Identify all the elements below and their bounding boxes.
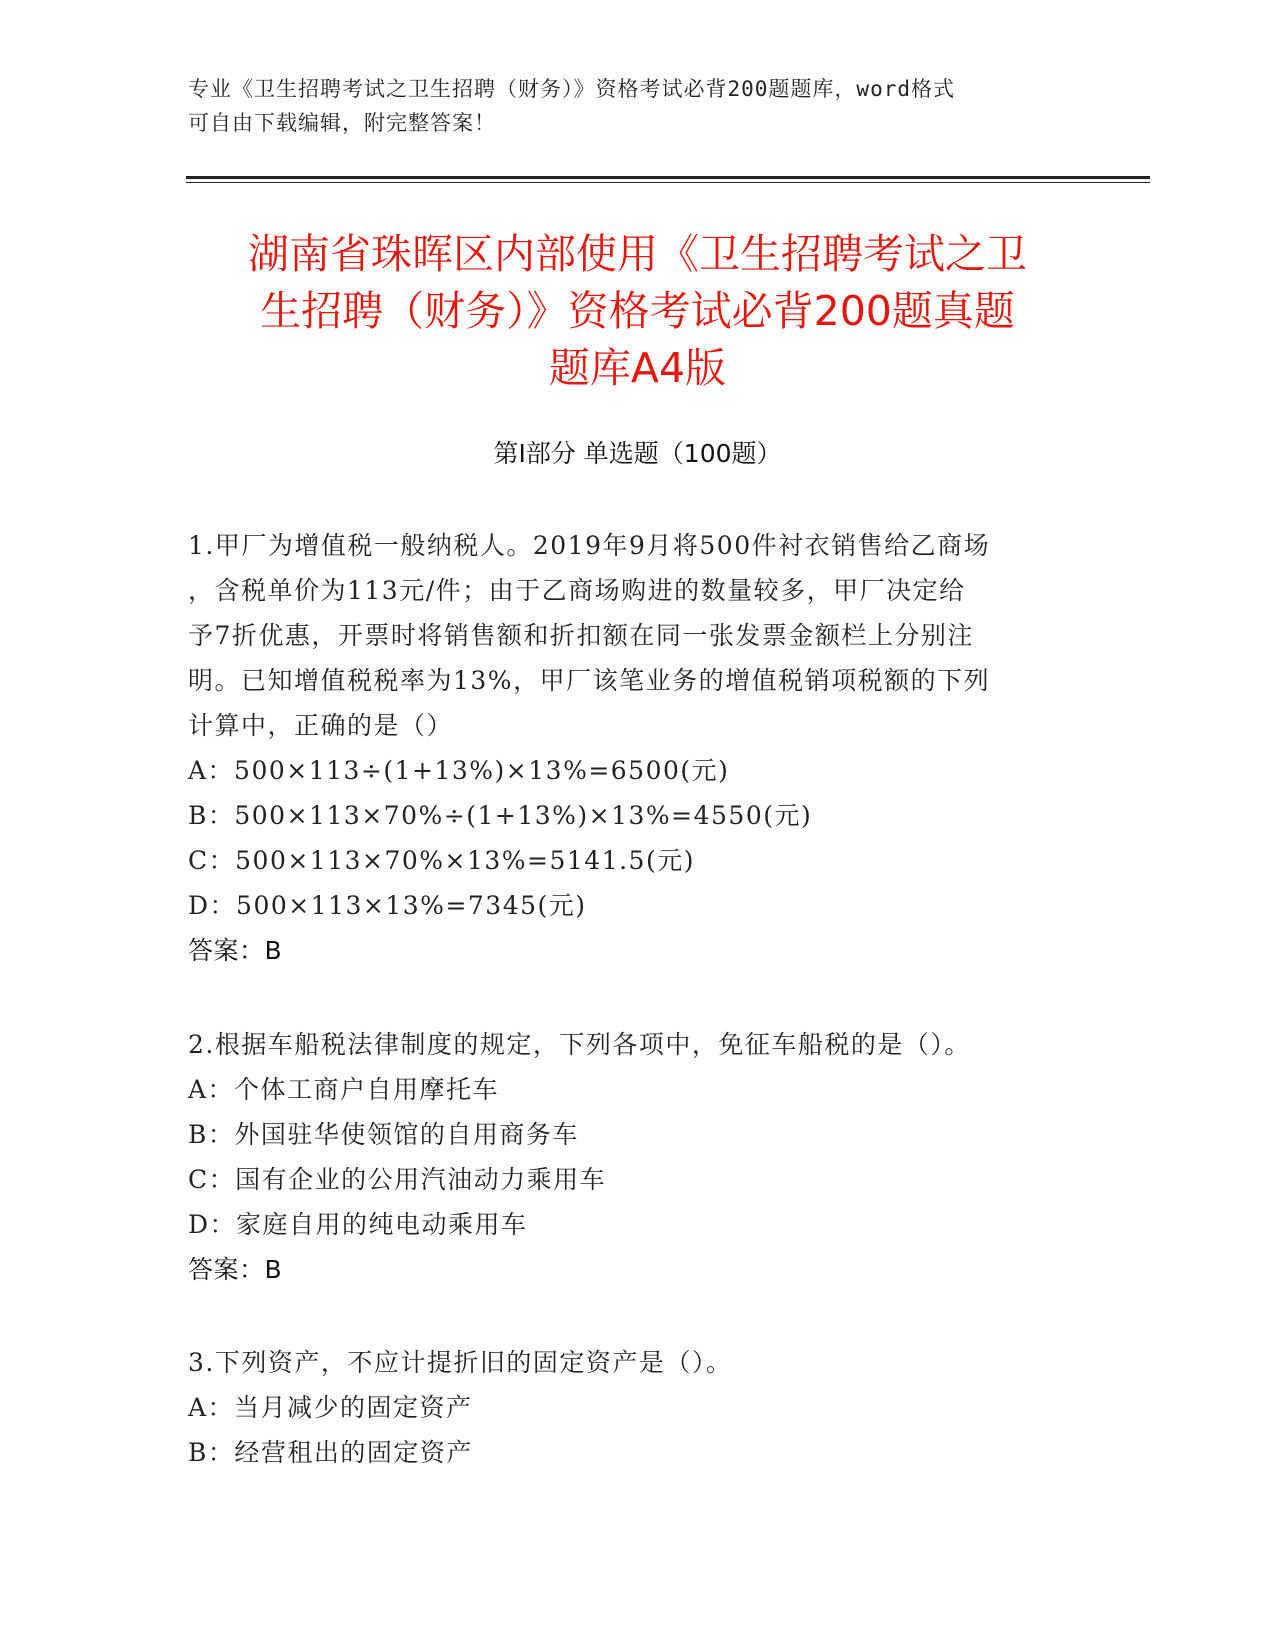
option-a: A：500×113÷(1+13%)×13%=6500(元) <box>188 756 730 785</box>
title-line-2: 生招聘（财务）》资格考试必背200题真题 <box>260 287 1015 335</box>
title-line-3: 题库A4版 <box>548 344 727 392</box>
answer-line: 答案：B <box>188 936 283 965</box>
option-c: C：500×113×70%×13%=5141.5(元) <box>188 846 695 875</box>
section-heading: 第Ⅰ部分 单选题（100题） <box>493 439 782 468</box>
header-note-line-2: 可自由下载编辑，附完整答案！ <box>188 111 496 135</box>
option-c: C：国有企业的公用汽油动力乘用车 <box>188 1165 607 1194</box>
header-rule-thin <box>186 182 1150 183</box>
question-3 <box>188 1340 1068 1475</box>
question-stem-line: 1.甲厂为增值税一般纳税人。2019年9月将500件衬衣销售给乙商场 <box>188 531 991 560</box>
option-d: D：500×113×13%=7345(元) <box>188 891 587 920</box>
option-b: B：外国驻华使领馆的自用商务车 <box>188 1120 579 1149</box>
option-b: B：500×113×70%÷(1+13%)×13%=4550(元) <box>188 801 813 830</box>
option-a: A：当月减少的固定资产 <box>188 1393 473 1422</box>
question-stem-line: 3.下列资产，不应计提折旧的固定资产是（）。 <box>188 1348 733 1377</box>
header-note <box>188 72 1068 140</box>
document-title <box>150 226 1125 397</box>
question-stem-line: 明。已知增值税税率为13%，甲厂该笔业务的增值税销项税额的下列 <box>188 666 991 695</box>
question-stem-line: 予7折优惠，开票时将销售额和折扣额在同一张发票金额栏上分别注 <box>188 621 974 650</box>
option-a: A：个体工商户自用摩托车 <box>188 1075 500 1104</box>
question-stem-line: 计算中，正确的是（） <box>188 711 454 740</box>
option-d: D：家庭自用的纯电动乘用车 <box>188 1210 528 1239</box>
question-1 <box>188 523 1068 973</box>
header-note-line-1: 专业《卫生招聘考试之卫生招聘（财务）》资格考试必背200题题库，word格式 <box>188 77 955 101</box>
question-stem-line: ，含税单价为113元/件；由于乙商场购进的数量较多，甲厂决定给 <box>188 576 966 605</box>
question-2 <box>188 1022 1068 1292</box>
header-rule-thick <box>186 176 1150 179</box>
option-b: B：经营租出的固定资产 <box>188 1438 473 1467</box>
answer-line: 答案：B <box>188 1255 283 1284</box>
question-stem-line: 2.根据车船税法律制度的规定，下列各项中，免征车船税的是（）。 <box>188 1030 971 1059</box>
title-line-1: 湖南省珠晖区内部使用《卫生招聘考试之卫 <box>248 230 1027 278</box>
